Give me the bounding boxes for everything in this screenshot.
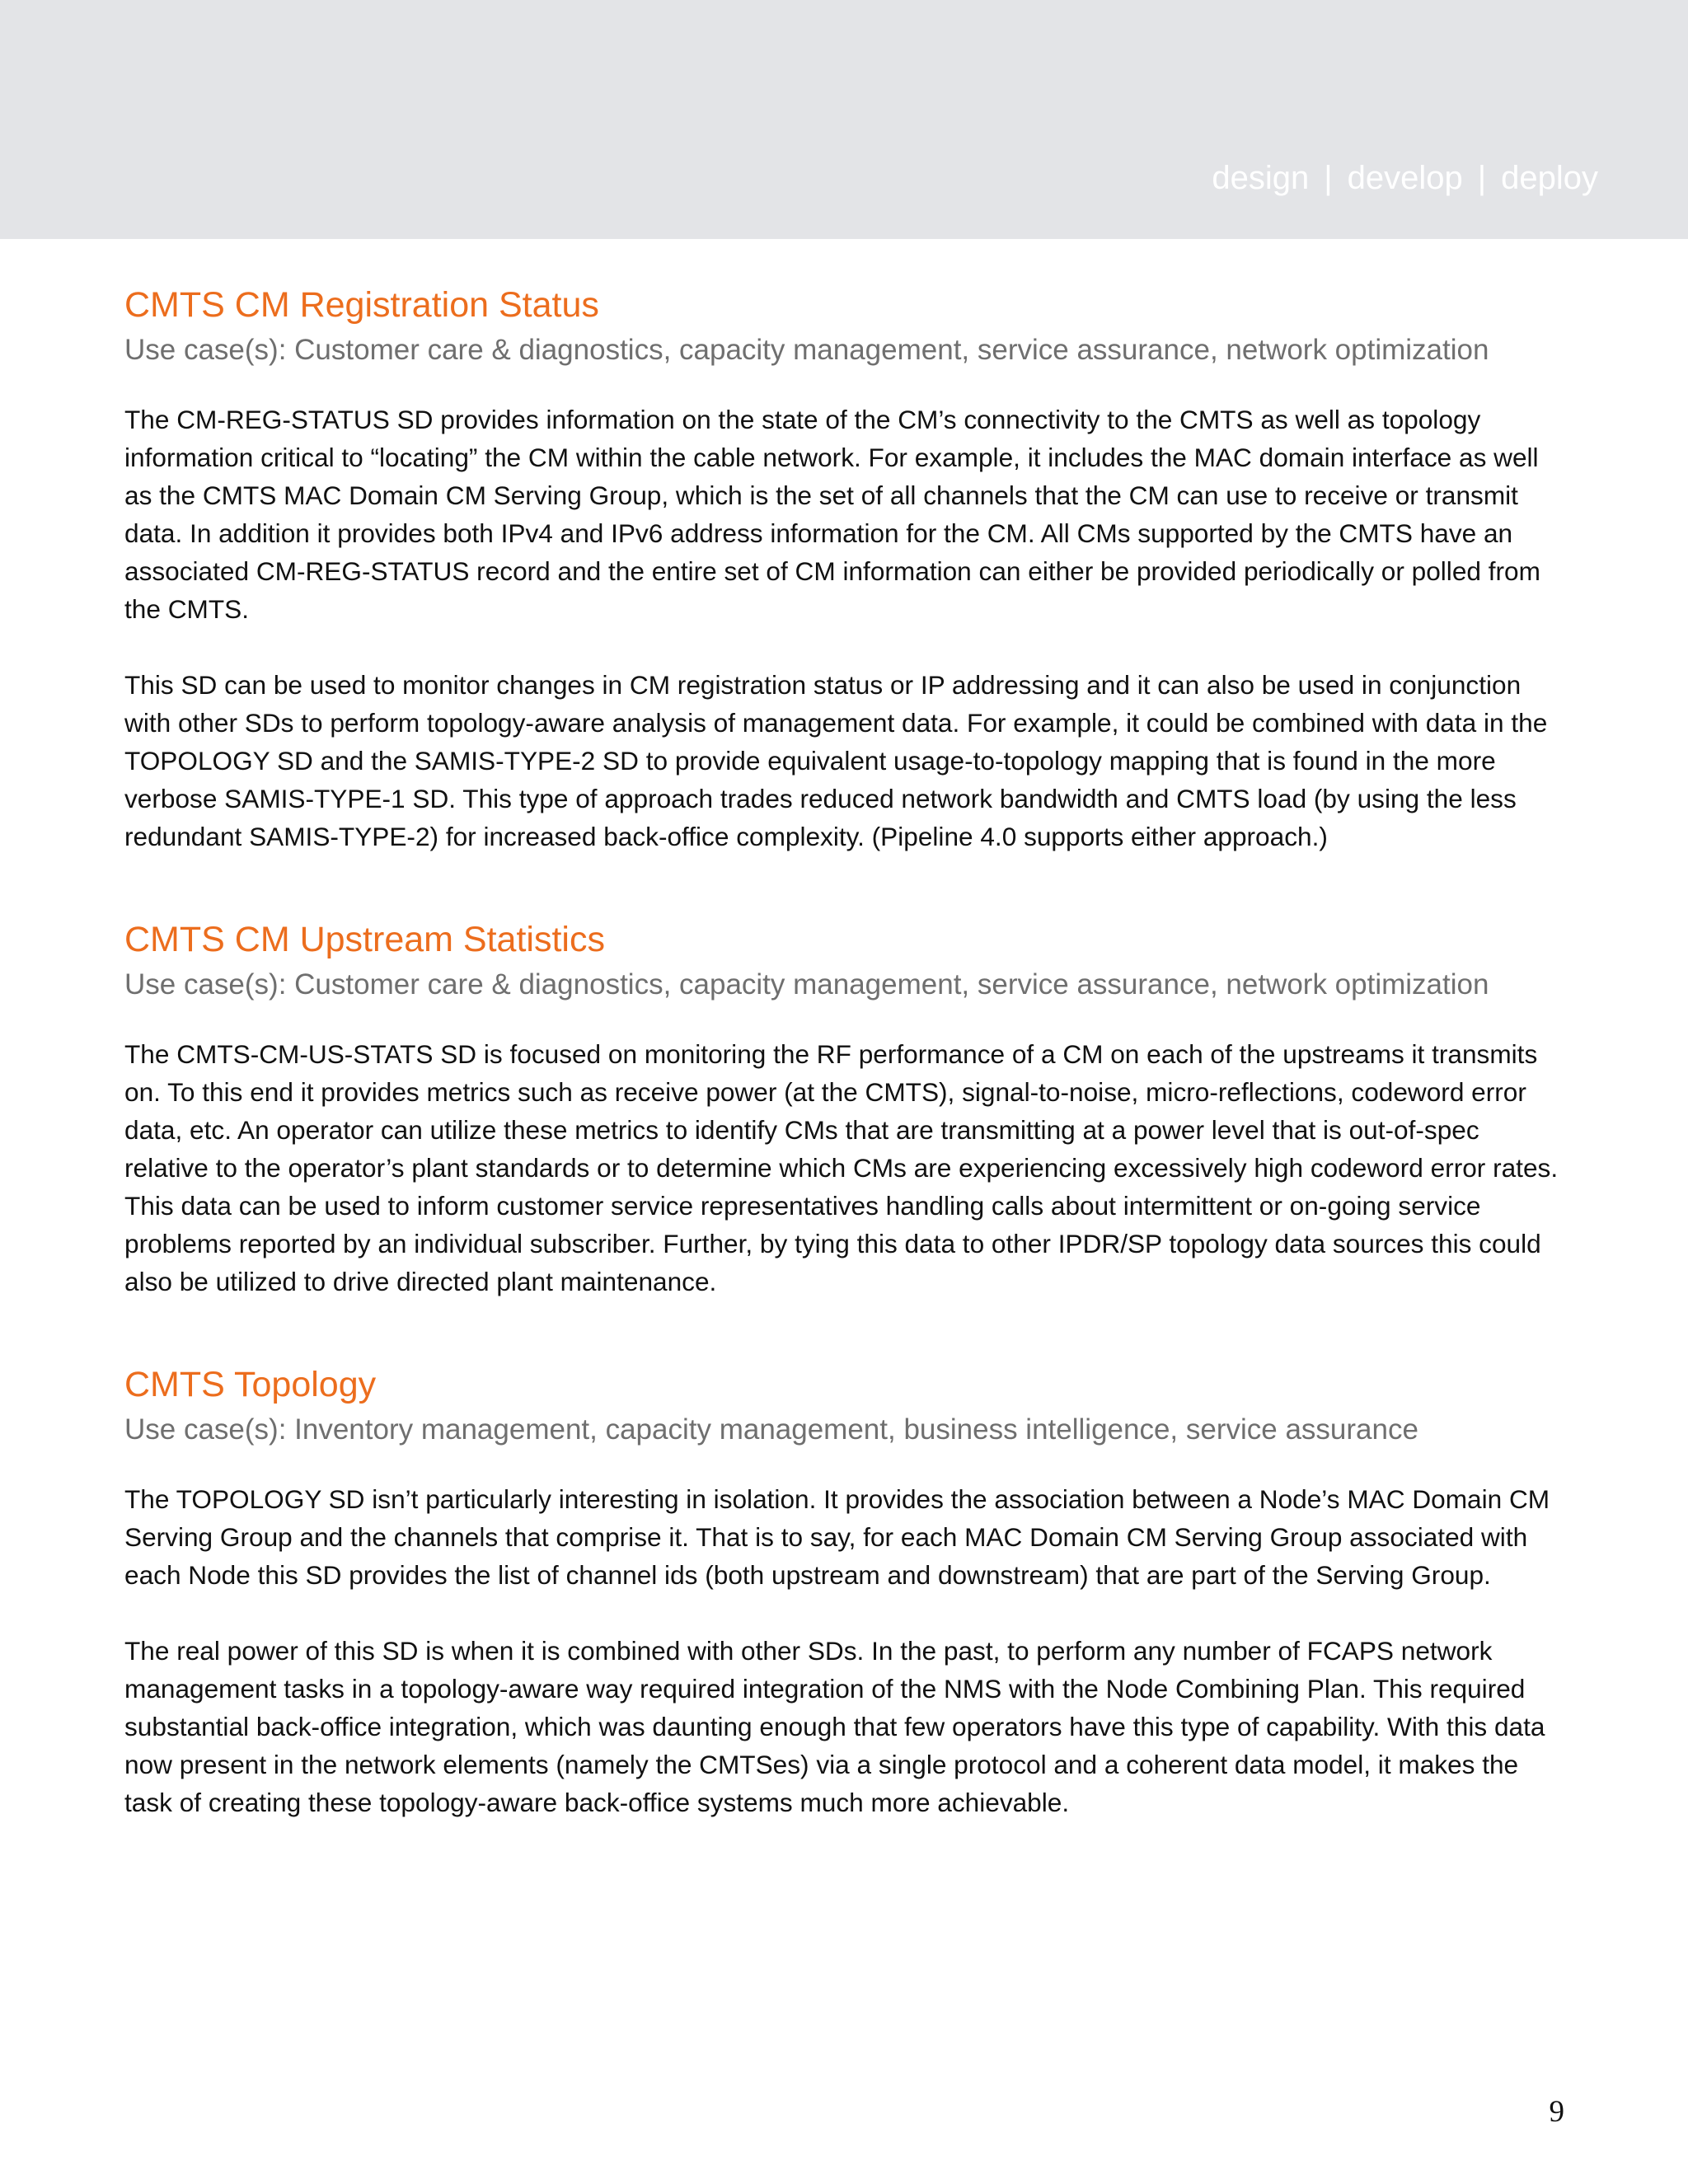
section-paragraph: This SD can be used to monitor changes in CM registration status or IP addressing and it can also be used in conjunction with other SDs to perform topology-aware analysis of management data. For example, it could be combined with data in the TOPOLOGY SD and the SAMIS-TYPE-2 SD to provide equivalent usage-to-topology mapping that is found in the more verbose SAMIS-TYPE-1 SD. This type of approach trades reduced network bandwidth and CMTS load (by using the less redundant SAMIS-TYPE-2) for increased back-office complexity. (Pipeline 4.0 supports either approach.) bbox=[124, 670, 1548, 851]
tagline-develop: develop bbox=[1347, 160, 1463, 196]
section-use-case: Use case(s): Customer care & diagnostics, capacity management, service assurance, network optimization bbox=[124, 334, 1489, 366]
header-band bbox=[0, 0, 1688, 239]
page-content bbox=[124, 280, 1567, 1821]
section-paragraph: The CMTS-CM-US-STATS SD is focused on monitoring the RF performance of a CM on each of the upstreams it transmits on. To this end it provides metrics such as receive power (at the CMTS), signal-to-noise, micro-reflections, codeword error data, etc. An operator can utilize these metrics to identify CMs that are transmitting at a power level that is out-of-spec relative to the operator’s plant standards or to determine which CMs are experiencing excessively high codeword error rates. This data can be used to inform customer service representatives handling calls about intermittent or on-going service problems reported by an individual subscriber. Further, by tying this data to other IPDR/SP topology data sources this could also be utilized to drive directed plant maintenance. bbox=[124, 1039, 1559, 1296]
tagline-separator: | bbox=[1324, 160, 1333, 196]
section-cm-registration-status bbox=[124, 280, 1567, 855]
header-tagline bbox=[1212, 155, 1598, 201]
section-title: CMTS CM Upstream Statistics bbox=[124, 920, 605, 959]
section-use-case: Use case(s): Customer care & diagnostics, capacity management, service assurance, network optimization bbox=[124, 968, 1489, 1001]
page-number: 9 bbox=[1549, 2095, 1564, 2129]
section-cmts-topology bbox=[124, 1360, 1567, 1821]
section-title: CMTS CM Registration Status bbox=[124, 285, 599, 325]
tagline-deploy: deploy bbox=[1501, 160, 1598, 196]
section-title: CMTS Topology bbox=[124, 1365, 377, 1404]
section-paragraph: The real power of this SD is when it is combined with other SDs. In the past, to perform any number of FCAPS network management tasks in a topology-aware way required integration of the NMS with the Node Combining Plan. This required substantial back-office integration, which was daunting enough that few operators have this type of capability. With this data now present in the network elements (namely the CMTSes) via a single protocol and a coherent data model, it makes the task of creating these topology-aware back-office systems much more achievable. bbox=[124, 1636, 1545, 1817]
section-cm-upstream-statistics bbox=[124, 915, 1567, 1301]
section-paragraph: The TOPOLOGY SD isn’t particularly interesting in isolation. It provides the association between a Node’s MAC Domain CM Serving Group and the channels that comprise it. That is to say, for each MAC Domain CM Serving Group associated with each Node this SD provides the list of channel ids (both upstream and downstream) that are part of the Serving Group. bbox=[124, 1484, 1550, 1590]
tagline-design: design bbox=[1212, 160, 1310, 196]
tagline-separator: | bbox=[1477, 160, 1487, 196]
section-paragraph: The CM-REG-STATUS SD provides information on the state of the CM’s connectivity to the CMTS as well as topology information critical to “locating” the CM within the cable network. For example, it includes the MAC domain interface as well as the CMTS MAC Domain CM Serving Group, which is the set of all channels that the CM can use to receive or transmit data. In addition it provides both IPv4 and IPv6 address information for the CM. All CMs supported by the CMTS have an associated CM-REG-STATUS record and the entire set of CM information can either be provided periodically or polled from the CMTS. bbox=[124, 405, 1540, 624]
section-use-case: Use case(s): Inventory management, capacity management, business intelligence, service assurance bbox=[124, 1413, 1418, 1446]
